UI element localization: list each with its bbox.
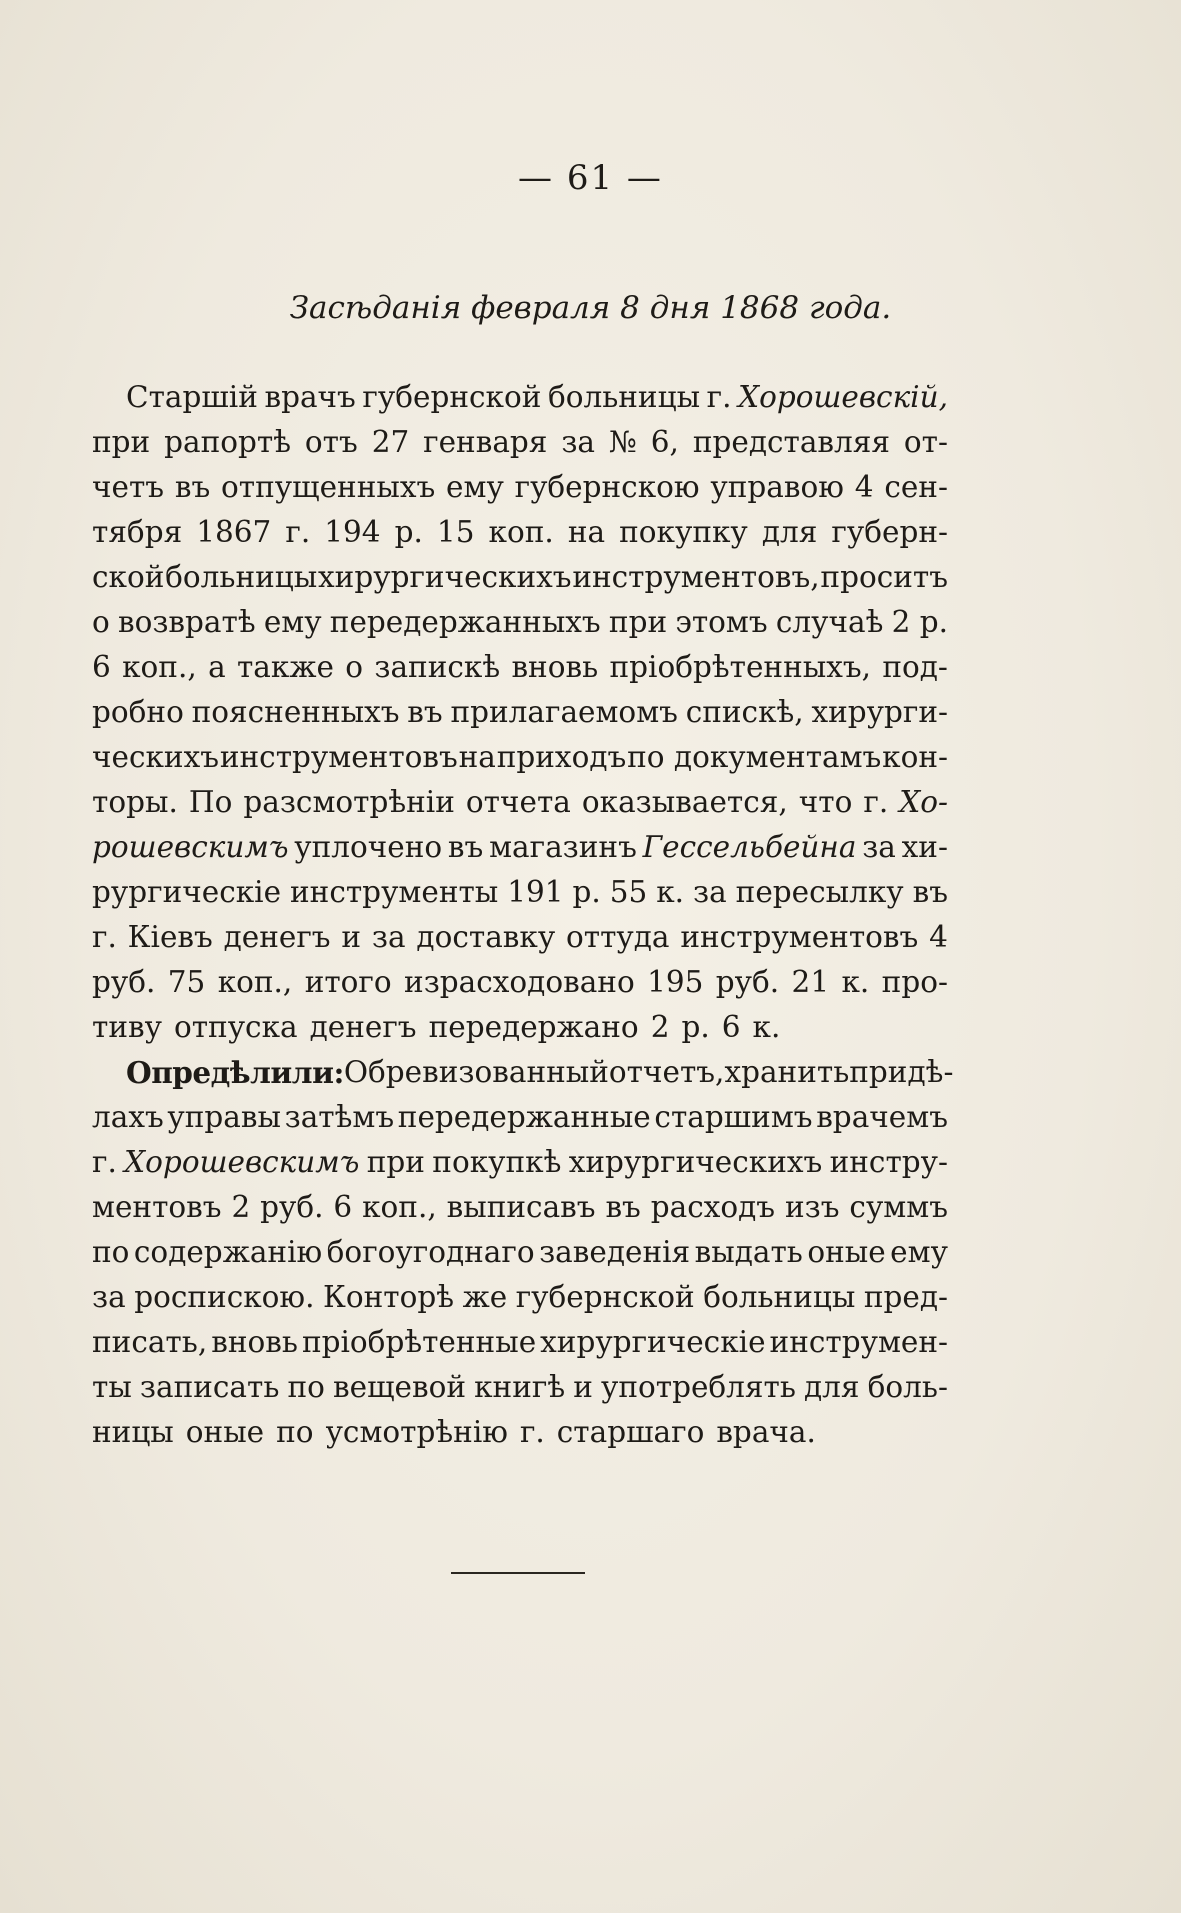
text-line: [92, 510, 948, 555]
word: больницы: [547, 380, 701, 414]
word: хирургическихъ: [568, 1145, 823, 1179]
word: покупкѣ: [432, 1145, 562, 1179]
word: 4: [854, 470, 874, 504]
word: рапортѣ: [164, 425, 292, 459]
word: инструментовъ: [680, 920, 919, 954]
text-line: [92, 1365, 948, 1410]
word: на: [567, 515, 606, 549]
word: г.: [519, 1415, 545, 1449]
text-line: [92, 420, 948, 465]
word: 27: [371, 425, 410, 459]
person-name: Хорошевскій,: [738, 380, 948, 414]
word: 194: [324, 515, 381, 549]
word: прилагаемомъ: [450, 695, 678, 729]
word: оные: [807, 1235, 886, 1269]
word: за: [561, 425, 596, 459]
word: по: [276, 1415, 314, 1449]
word: что: [798, 785, 853, 819]
text-line: [92, 600, 948, 645]
word: отчета: [465, 785, 571, 819]
word: изъ: [784, 1190, 840, 1224]
word: №: [608, 425, 637, 459]
word: оказывается,: [581, 785, 788, 819]
word: и: [573, 1370, 593, 1404]
word: к.: [752, 1010, 781, 1044]
word: По: [188, 785, 233, 819]
word: губернской: [362, 380, 542, 414]
word: губернской: [515, 1280, 695, 1314]
text-line: [92, 1005, 948, 1050]
word: инструментовъ,: [572, 560, 820, 594]
word: коп.,: [217, 965, 293, 999]
word: руб.: [92, 965, 156, 999]
word: поясненныхъ: [191, 695, 400, 729]
word: спискѣ,: [685, 695, 804, 729]
word: по: [92, 1235, 130, 1269]
word: старшимъ: [654, 1100, 813, 1134]
word: заведенія: [539, 1235, 691, 1269]
word: р.: [572, 875, 601, 909]
word: 15: [436, 515, 475, 549]
word: 1867: [196, 515, 272, 549]
word: доставку: [416, 920, 556, 954]
text-line: [92, 645, 948, 690]
word: въ: [447, 830, 484, 864]
word: ментовъ: [92, 1190, 222, 1224]
word: расходъ: [650, 1190, 776, 1224]
word: за: [862, 830, 896, 864]
word: для: [761, 515, 818, 549]
text-line: [92, 1275, 948, 1320]
word: выписавъ: [446, 1190, 596, 1224]
word: уплочено: [294, 830, 443, 864]
word: случаѣ: [775, 605, 884, 639]
word: под-: [882, 650, 948, 684]
word: ской: [92, 560, 165, 594]
word: больницы: [703, 1280, 856, 1314]
word: 2: [650, 1010, 670, 1044]
text-line: [92, 1230, 948, 1275]
word: г.: [92, 1145, 117, 1179]
word: боль-: [867, 1370, 948, 1404]
word: р.: [681, 1010, 710, 1044]
word: Старшій: [126, 380, 258, 414]
word: при: [849, 1055, 908, 1089]
word: въ: [174, 470, 211, 504]
body-text: [92, 375, 954, 1455]
word: оные: [185, 1415, 265, 1449]
word: представляя: [692, 425, 890, 459]
text-line: [92, 825, 948, 870]
word: сен-: [884, 470, 948, 504]
word: инструментовъ: [219, 740, 458, 774]
word: инструмен-: [769, 1325, 948, 1359]
word: пересылку: [735, 875, 904, 909]
word: покупку: [619, 515, 748, 549]
text-line: [92, 1185, 948, 1230]
word: на: [458, 740, 496, 774]
word: Кіевъ: [127, 920, 213, 954]
word: а: [208, 650, 226, 684]
text-line: [92, 1095, 948, 1140]
word: 2: [231, 1190, 251, 1224]
word: 21: [791, 965, 830, 999]
word: вновь: [211, 1325, 298, 1359]
text-line: [92, 960, 948, 1005]
word: запискѣ: [374, 650, 501, 684]
word: торы.: [92, 785, 178, 819]
word: 6: [92, 650, 111, 684]
word: коп.,: [362, 1190, 437, 1224]
word: инструменты: [290, 875, 499, 909]
text-line: [92, 870, 948, 915]
person-name: Хорошевскимъ: [124, 1145, 360, 1179]
word: ты: [92, 1370, 132, 1404]
word: хирурги-: [811, 695, 948, 729]
word: коп.: [488, 515, 554, 549]
resolution-label: Опредѣлили:: [126, 1055, 344, 1090]
word: вновь: [511, 650, 599, 684]
word: 195: [647, 965, 704, 999]
word: врачъ: [264, 380, 356, 414]
word: Конторѣ: [323, 1280, 455, 1314]
word: для: [804, 1370, 860, 1404]
word: 75: [167, 965, 206, 999]
word: и: [341, 920, 362, 954]
word: больницы: [165, 560, 318, 594]
word: старшаго: [556, 1415, 705, 1449]
word: четъ: [92, 470, 165, 504]
word: книгѣ: [474, 1370, 566, 1404]
word: управою: [710, 470, 844, 504]
word: хирургическіе: [540, 1325, 766, 1359]
word: въ: [605, 1190, 641, 1224]
word: 2 р.: [891, 605, 948, 639]
word: хранить: [724, 1055, 850, 1089]
word: 55: [609, 875, 648, 909]
word: губерн-: [831, 515, 948, 549]
word: ницы: [92, 1415, 174, 1449]
word: 4: [929, 920, 948, 954]
word: ему: [263, 605, 322, 639]
text-line: [92, 1320, 948, 1365]
word: итого: [304, 965, 392, 999]
closing-rule: [451, 1572, 585, 1574]
word: кон-: [882, 740, 948, 774]
word: о: [92, 605, 110, 639]
word: за: [371, 920, 406, 954]
text-line: [92, 690, 948, 735]
word: передержанныхъ: [329, 605, 601, 639]
word: от-: [903, 425, 948, 459]
word: роспискою.: [134, 1280, 315, 1314]
word: лахъ: [92, 1100, 164, 1134]
word: руб.: [260, 1190, 324, 1224]
text-line: [92, 915, 948, 960]
word: по документамъ: [627, 740, 882, 774]
text-line: [92, 735, 948, 780]
word: руб.: [715, 965, 780, 999]
word: врачемъ: [816, 1100, 948, 1134]
word: за: [693, 875, 727, 909]
text-line: [92, 1410, 948, 1455]
word: писать,: [92, 1325, 208, 1359]
word: разсмотрѣніи: [243, 785, 455, 819]
word: врача.: [716, 1415, 816, 1449]
word: коп.,: [122, 650, 197, 684]
word: же: [462, 1280, 508, 1314]
word: про-: [881, 965, 948, 999]
word: усмотрѣнію: [325, 1415, 508, 1449]
word: Обревизованный: [343, 1055, 609, 1089]
person-name: рошевскимъ: [92, 830, 289, 864]
page-number: — 61 —: [518, 158, 663, 198]
word: при: [366, 1145, 425, 1179]
word: богоугоднаго: [326, 1235, 535, 1269]
word: также: [236, 650, 334, 684]
word: суммъ: [849, 1190, 948, 1224]
word: г.: [92, 920, 117, 954]
word: г.: [285, 515, 311, 549]
word: отпущенныхъ: [221, 470, 436, 504]
word: р.: [394, 515, 423, 549]
word: генваря: [423, 425, 548, 459]
word: хи-: [901, 830, 948, 864]
word: отчетъ,: [608, 1055, 725, 1089]
word: 6: [333, 1190, 353, 1224]
word: ему: [890, 1235, 948, 1269]
word: при: [92, 425, 151, 459]
word: отъ: [304, 425, 358, 459]
word: содержанію: [133, 1235, 323, 1269]
word: проситъ: [820, 560, 948, 594]
text-line: [92, 375, 948, 420]
word: хирургическихъ: [318, 560, 572, 594]
word: ческихъ: [92, 740, 219, 774]
word: г.: [863, 785, 889, 819]
word: к.: [841, 965, 870, 999]
word: употреблять: [600, 1370, 796, 1404]
word: передержанные: [397, 1100, 651, 1134]
word: денегъ: [309, 1010, 417, 1044]
word: при: [608, 605, 668, 639]
word: губернскою: [514, 470, 700, 504]
word: тиву: [92, 1010, 162, 1044]
word: г.: [706, 380, 732, 414]
text-line: [92, 1140, 948, 1185]
word: инстру-: [829, 1145, 948, 1179]
word: о: [345, 650, 364, 684]
word: оттуда: [566, 920, 670, 954]
word: управы: [167, 1100, 281, 1134]
word: по: [287, 1370, 325, 1404]
word: денегъ: [223, 920, 331, 954]
section-heading: Засѣданія февраля 8 дня 1868 года.: [289, 290, 892, 326]
word: робно: [92, 695, 184, 729]
word: записать: [139, 1370, 280, 1404]
shop-name: Гессельбейна: [642, 830, 857, 864]
word: пріобрѣтенные: [301, 1325, 537, 1359]
word: приходъ: [496, 740, 627, 774]
word: пред-: [863, 1280, 948, 1314]
word: тября: [92, 515, 183, 549]
word: возвратѣ: [117, 605, 256, 639]
word: отпуска: [173, 1010, 298, 1044]
text-line: [92, 465, 948, 510]
word: дѣ-: [907, 1055, 954, 1089]
word: магазинъ: [489, 830, 637, 864]
word: израсходовано: [404, 965, 635, 999]
word: ему: [446, 470, 504, 504]
word: въ: [912, 875, 948, 909]
word: рургическіе: [92, 875, 282, 909]
word: этомъ: [675, 605, 768, 639]
word: выдать: [694, 1235, 803, 1269]
text-line: [92, 780, 948, 825]
word: пріобрѣтенныхъ,: [609, 650, 872, 684]
word: вещевой: [333, 1370, 467, 1404]
word: к.: [656, 875, 685, 909]
text-line: [92, 555, 948, 600]
text-line: [92, 1050, 954, 1095]
word: 191: [507, 875, 564, 909]
word: въ: [407, 695, 443, 729]
word: за: [92, 1280, 126, 1314]
word: 6,: [650, 425, 679, 459]
person-name: Хо-: [899, 785, 948, 819]
word: передержано: [428, 1010, 639, 1044]
word: 6: [721, 1010, 741, 1044]
word: затѣмъ: [284, 1100, 395, 1134]
